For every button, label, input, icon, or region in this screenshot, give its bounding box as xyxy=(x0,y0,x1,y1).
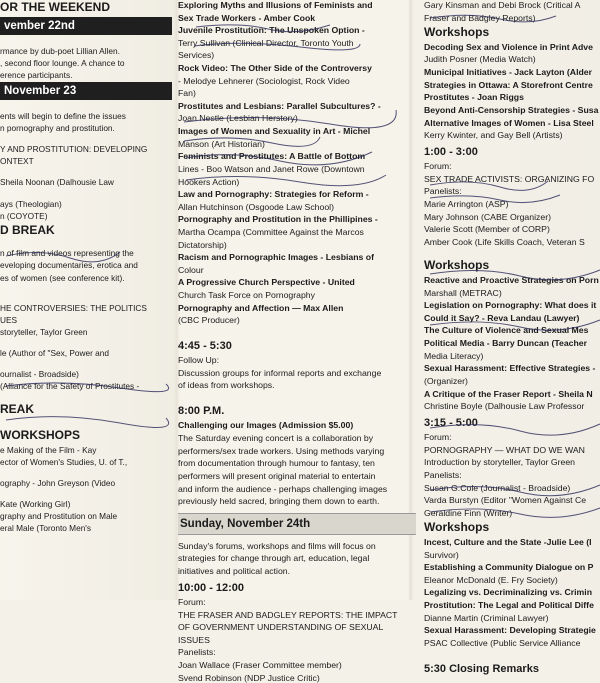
section-heading: D BREAK xyxy=(0,222,55,237)
program-line: Legalizing vs. Decriminalizing vs. Crimin xyxy=(424,587,593,598)
program-line: Eleanor McDonald (E. Fry Society) xyxy=(424,574,558,585)
session-time: 8:00 P.M. xyxy=(178,405,225,418)
program-line: Terry Sullivan (Clinical Director, Toronto Youth xyxy=(178,37,354,48)
program-line: Discussion groups for informal reports and exchange xyxy=(178,367,382,378)
program-line: rmance by dub-poet Lillian Allen. xyxy=(0,45,120,56)
program-line: THE FRASER AND BADGLEY REPORTS: THE IMPACT xyxy=(178,609,398,620)
program-line: storyteller, Taylor Green xyxy=(0,326,88,337)
program-line: ays (Theologian) xyxy=(0,198,62,209)
program-line: Colour xyxy=(178,264,204,275)
program-line: (Alliance for the Safety of Prostitutes - xyxy=(0,381,140,392)
program-line: Martha Ocampa (Committee Against the Marcos xyxy=(178,226,364,237)
day-heading: vember 22nd xyxy=(0,17,172,35)
program-line: Forum: xyxy=(178,597,206,607)
spacer xyxy=(178,328,416,335)
spacer xyxy=(0,339,172,346)
program-line: , second floor lounge. A chance to xyxy=(0,57,125,68)
program-line: Follow Up: xyxy=(178,355,220,366)
program-line: strategies for change through art, education, legal xyxy=(178,553,370,564)
program-line: Manson (Art Historian) xyxy=(178,138,265,149)
program-line: Hookers Action) xyxy=(178,176,240,187)
spacer xyxy=(0,490,172,497)
program-line: Juvenile Prostitution: The Unspoken Option - xyxy=(178,25,365,36)
section-heading: Workshops xyxy=(424,258,490,273)
program-column-left xyxy=(0,0,172,600)
section-heading: Workshops xyxy=(424,25,490,40)
program-line: Rock Video: The Other Side of the Controversy xyxy=(178,63,372,74)
program-line: The Saturday evening concert is a collaboration by xyxy=(178,433,374,444)
program-line: Law and Pornography: Strategies for Reform - xyxy=(178,189,369,200)
program-line: graphy and Prostitution on Male xyxy=(0,511,118,522)
program-line: previously held sacred, bringing them down to earth. xyxy=(178,496,380,507)
program-line: Establishing a Community Dialogue on P xyxy=(424,562,594,573)
program-line: Prostitution: The Legal and Political Diffe xyxy=(424,600,594,611)
program-line: Pornography and Prostitution in the Phillipines - xyxy=(178,214,378,225)
spacer xyxy=(0,469,172,476)
program-line: Legislation on Pornography: What does it xyxy=(424,300,597,311)
program-line: Valerie Scott (Member of CORP) xyxy=(424,224,550,235)
program-line: Sunday's forums, workshops and films will focus on xyxy=(178,540,376,551)
program-line: Marie Arrington (ASP) xyxy=(424,198,509,209)
program-line: Survivor) xyxy=(424,549,459,560)
spacer xyxy=(424,651,600,658)
program-line: Media Literacy) xyxy=(424,350,484,361)
program-column-right xyxy=(424,0,600,675)
section-heading: OR THE WEEKEND xyxy=(0,0,111,14)
program-line: (Organizer) xyxy=(424,375,468,386)
program-line: Alternative Images of Women - Lisa Steel xyxy=(424,117,594,128)
program-line: Sheila Noonan (Dalhousie Law xyxy=(0,177,114,188)
program-line: (CBC Producer) xyxy=(178,315,240,326)
day-heading: November 23 xyxy=(0,82,172,100)
spacer xyxy=(0,393,172,400)
program-line: Lines - Boo Watson and Janet Rowe (Downtown xyxy=(178,163,365,174)
program-line: Kate (Working Girl) xyxy=(0,498,71,509)
program-line: performers/sex trade workers. Using methods varying xyxy=(178,445,385,456)
program-line: Allan Hutchinson (Osgoode Law School) xyxy=(178,201,334,212)
session-time: 4:45 - 5:30 xyxy=(178,339,232,352)
program-line: le (Author of "Sex, Power and xyxy=(0,348,110,359)
program-line: Christine Boyle (Dalhousie Law Professor xyxy=(424,401,585,412)
session-time: 3:15 - 5:00 xyxy=(424,416,478,429)
section-heading: WORKSHOPS xyxy=(0,427,81,442)
program-line: Prostitutes - Joan Riggs xyxy=(424,92,524,103)
program-line: UES xyxy=(0,314,18,325)
session-time: 10:00 - 12:00 xyxy=(178,581,245,594)
program-line: Joan Nestle (Lesbian Herstory) xyxy=(178,113,298,124)
program-line: A Critique of the Fraser Report - Sheila N xyxy=(424,388,593,399)
program-line: PSAC Collective (Public Service Alliance xyxy=(424,637,581,648)
program-line: Sex Trade Workers - Amber Cook xyxy=(178,12,316,23)
program-line: The Culture of Violence and Sexual Mes xyxy=(424,325,589,336)
session-time: 5:30 Closing Remarks xyxy=(424,662,539,675)
program-line: n of film and videos representing the xyxy=(0,248,134,259)
spacer xyxy=(0,190,172,197)
program-line: Geraldine Finn (Writer) xyxy=(424,507,513,518)
program-line: Pornography and Affection — Max Allen xyxy=(178,302,344,313)
program-line: Sexual Harassment: Developing Strategie xyxy=(424,625,596,636)
program-line: ents will begin to define the issues xyxy=(0,110,126,121)
day-heading: Sunday, November 24th xyxy=(178,513,416,535)
program-line: Amber Cook (Life Skills Coach, Veteran S xyxy=(424,236,585,247)
program-line: Feminists and Prostitutes: A Battle of Bottom xyxy=(178,151,366,162)
section-heading: Workshops xyxy=(424,520,490,535)
program-line: eral Male (Toronto Men's xyxy=(0,523,92,534)
program-line: erence participants. xyxy=(0,69,73,80)
program-line: Municipal Initiatives - Jack Layton (Alder xyxy=(424,67,592,78)
spacer xyxy=(178,393,416,400)
program-line: Forum: xyxy=(424,432,452,443)
program-line: n pornography and prostitution. xyxy=(0,123,115,134)
program-line: Sexual Harassment: Effective Strategies - xyxy=(424,363,596,374)
program-line: Varda Burstyn (Editor "Women Against Ce xyxy=(424,495,587,506)
program-line: Dianne Martin (Criminal Lawyer) xyxy=(424,612,549,623)
program-line: Panelists: xyxy=(424,469,462,480)
program-line: Introduction by storyteller, Taylor Green xyxy=(424,457,575,468)
program-line: eveloping documentaries, erotica and xyxy=(0,260,138,271)
spacer xyxy=(0,102,172,109)
program-line: Decoding Sex and Violence in Print Adve xyxy=(424,41,593,52)
program-line: Panelists: xyxy=(424,186,462,197)
session-time: 1:00 - 3:00 xyxy=(424,145,478,158)
spacer xyxy=(0,360,172,367)
program-line: Strategies in Ottawa: A Storefront Centre xyxy=(424,79,593,90)
program-line: PORNOGRAPHY — WHAT DO WE WAN xyxy=(424,444,585,455)
program-line: SEX TRADE ACTIVISTS: ORGANIZING FO xyxy=(424,173,595,184)
program-line: ector of Women's Studies, U. of T., xyxy=(0,456,128,467)
program-line: Prostitutes and Lesbians: Parallel Subcultures? - xyxy=(178,100,381,111)
program-line: es of women (see conference kit). xyxy=(0,272,125,283)
program-line: Reactive and Proactive Strategies on Porn xyxy=(424,275,599,286)
program-line: n (COYOTE) xyxy=(0,210,48,221)
spacer xyxy=(0,168,172,175)
program-line: ISSUES xyxy=(178,634,210,645)
program-line: Could it Say? - Reva Landau (Lawyer) xyxy=(424,312,580,323)
spacer xyxy=(0,239,172,246)
program-line: Kerry Kwinter, and Gay Bell (Artists) xyxy=(424,130,563,141)
program-line: Panelists: xyxy=(178,647,216,658)
program-line: ONTEXT xyxy=(0,156,34,167)
program-column-middle xyxy=(178,0,416,683)
program-line: Judith Posner (Media Watch) xyxy=(424,54,536,65)
program-line: Joan Wallace (Fraser Committee member) xyxy=(178,660,342,671)
program-line: Svend Robinson (NDP Justice Critic) xyxy=(178,672,320,683)
program-line: ography - John Greyson (Video xyxy=(0,477,116,488)
spacer xyxy=(0,285,172,292)
program-line: Church Task Force on Pornography xyxy=(178,290,315,301)
section-heading: REAK xyxy=(0,402,35,417)
program-line: performers will present original material to entertain xyxy=(178,470,376,481)
program-line: Racism and Pornographic Images - Lesbians of xyxy=(178,252,374,263)
program-line: Susan G.Cole (Journalist - Broadside) xyxy=(424,482,571,493)
program-line: Fan) xyxy=(178,88,196,99)
spacer xyxy=(424,249,600,256)
program-line: of ideas from workshops. xyxy=(178,380,275,391)
program-line: Mary Johnson (CABE Organizer) xyxy=(424,211,551,222)
program-line: Political Media - Barry Duncan (Teacher xyxy=(424,338,588,349)
program-line: and inform the audience - perhaps challenging images xyxy=(178,483,388,494)
program-line: HE CONTROVERSIES: THE POLITICS xyxy=(0,302,147,313)
spacer xyxy=(0,294,172,301)
program-line: Marshall (METRAC) xyxy=(424,287,502,298)
program-line: Services) xyxy=(178,50,215,61)
program-line: OF GOVERNMENT UNDERSTANDING OF SEXUAL xyxy=(178,622,384,633)
program-line: e Making of the Film - Kay xyxy=(0,444,97,455)
program-line: from documentation through humour to fantasy, ten xyxy=(178,458,375,469)
spacer xyxy=(0,419,172,426)
program-line: Exploring Myths and Illusions of Feminists and xyxy=(178,0,373,10)
program-line: Gary Kinsman and Debi Brock (Critical A xyxy=(424,0,581,10)
program-line: ournalist - Broadside) xyxy=(0,369,79,380)
program-line: Forum: xyxy=(424,161,452,172)
program-line: Challenging our Images (Admission $5.00) xyxy=(178,420,354,431)
program-line: Y AND PROSTITUTION: DEVELOPING xyxy=(0,144,148,155)
program-line: initiatives and political action. xyxy=(178,565,291,576)
program-line: - Melodye Lehnerer (Sociologist, Rock Video xyxy=(178,75,350,86)
program-line: Incest, Culture and the State -Julie Lee (I xyxy=(424,537,592,548)
program-line: Dictatorship) xyxy=(178,239,227,250)
program-line: A Progressive Church Perspective - United xyxy=(178,277,355,288)
spacer xyxy=(0,37,172,44)
spacer xyxy=(0,135,172,142)
program-line: Beyond Anti-Censorship Strategies - Susa xyxy=(424,104,599,115)
program-line: Fraser and Badgley Reports) xyxy=(424,12,536,23)
program-line: Images of Women and Sexuality in Art - Michel xyxy=(178,126,371,137)
